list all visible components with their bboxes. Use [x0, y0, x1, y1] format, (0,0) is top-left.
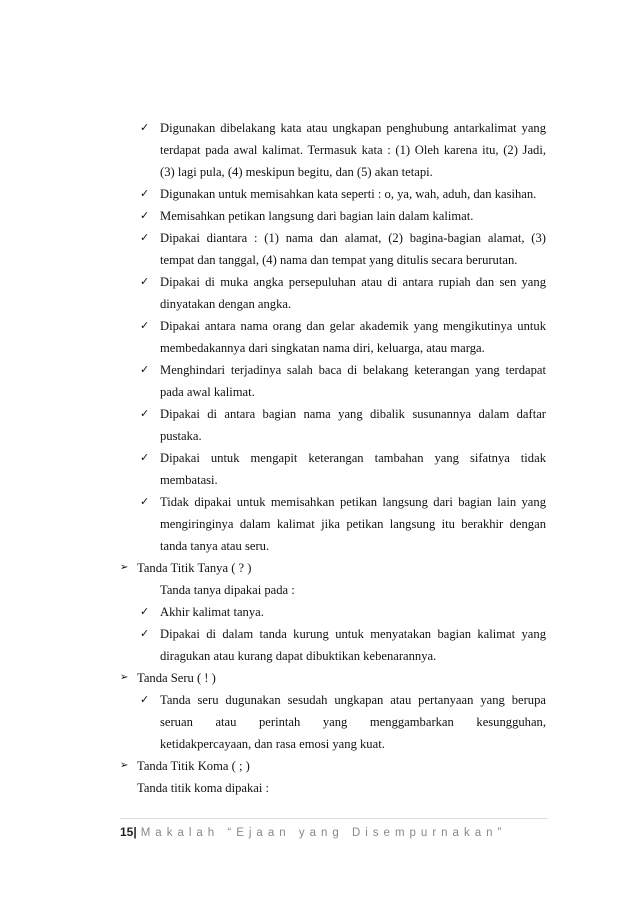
list-item-line: [0, 315, 638, 337]
check-icon: ✓: [140, 407, 150, 420]
arrow-bullet-icon: ➢: [120, 672, 129, 683]
section-heading: [0, 755, 638, 777]
intro-text: [0, 777, 638, 799]
list-item-text: Dipakai antara nama orang dan gelar akademik yang mengikutinya untuk: [160, 319, 546, 333]
list-item-line: [0, 139, 638, 161]
list-item-text: pada awal kalimat.: [160, 385, 255, 399]
list-item-text: membedakannya dari singkatan nama diri, keluarga, atau marga.: [160, 341, 485, 355]
list-item-text: Akhir kalimat tanya.: [160, 605, 264, 619]
document-body: [0, 117, 638, 799]
list-item-text: tempat dan tanggal, (4) nama dan tempat yang ditulis secara berurutan.: [160, 253, 518, 267]
list-item-text: Menghindari terjadinya salah baca di belakang keterangan yang terdapat: [160, 363, 546, 377]
list-item-text: Dipakai diantara : (1) nama dan alamat, (2) bagina-bagian alamat, (3): [160, 231, 546, 245]
footer-title: Makalah “Ejaan yang Disempurnakan”: [140, 827, 507, 839]
section-heading: [0, 557, 638, 579]
list-item-line: [0, 491, 638, 513]
list-item-text: Tidak dipakai untuk memisahkan petikan langsung dari bagian lain yang: [160, 495, 546, 509]
section-heading: [0, 667, 638, 689]
list-item-line: [0, 535, 638, 557]
list-item-line: [0, 469, 638, 491]
list-item-line: [0, 623, 638, 645]
list-item-line: [0, 359, 638, 381]
list-item-text: Tanda seru dugunakan sesudah ungkapan atau pertanyaan yang berupa: [160, 693, 546, 707]
list-item-line: [0, 689, 638, 711]
section-heading-text: Tanda Seru ( ! ): [137, 671, 216, 685]
page-number: 15: [120, 825, 134, 839]
list-item-line: [0, 227, 638, 249]
check-icon: ✓: [140, 627, 150, 640]
list-item-text: membatasi.: [160, 473, 218, 487]
arrow-bullet-icon: ➢: [120, 760, 129, 771]
list-item-line: [0, 447, 638, 469]
list-item-line: [0, 183, 638, 205]
list-item-line: [0, 513, 638, 535]
footer-separator: |: [133, 825, 137, 839]
list-item-line: [0, 161, 638, 183]
list-item-text: Dipakai di antara bagian nama yang dibalik susunannya dalam daftar: [160, 407, 546, 421]
list-item-text: dinyatakan dengan angka.: [160, 297, 292, 311]
intro-text: [0, 579, 638, 601]
list-item-line: [0, 711, 638, 733]
list-item-line: [0, 249, 638, 271]
arrow-bullet-icon: ➢: [120, 562, 129, 573]
check-icon: ✓: [140, 209, 150, 222]
list-item-text: (3) lagi pula, (4) meskipun begitu, dan (5) akan tetapi.: [160, 165, 433, 179]
check-icon: ✓: [140, 187, 150, 200]
check-icon: ✓: [140, 121, 150, 134]
section-heading-text: Tanda Titik Tanya ( ? ): [137, 561, 252, 575]
list-item-text: Digunakan dibelakang kata atau ungkapan penghubung antarkalimat yang: [160, 121, 546, 135]
list-item-text: terdapat pada awal kalimat. Termasuk kata : (1) Oleh karena itu, (2) Jadi,: [160, 143, 546, 157]
check-icon: ✓: [140, 275, 150, 288]
list-item-line: [0, 293, 638, 315]
check-icon: ✓: [140, 451, 150, 464]
list-item-text: Memisahkan petikan langsung dari bagian lain dalam kalimat.: [160, 209, 474, 223]
list-item-line: [0, 271, 638, 293]
list-item-line: [0, 645, 638, 667]
list-item-line: [0, 403, 638, 425]
list-item-text: seruan atau perintah yang menggambarkan kesungguhan,: [160, 715, 546, 729]
list-item-text: Dipakai di muka angka persepuluhan atau di antara rupiah dan sen yang: [160, 275, 546, 289]
list-item-text: pustaka.: [160, 429, 202, 443]
check-icon: ✓: [140, 363, 150, 376]
list-item-text: Dipakai untuk mengapit keterangan tambahan yang sifatnya tidak: [160, 451, 546, 465]
check-icon: ✓: [140, 495, 150, 508]
list-item-line: [0, 425, 638, 447]
list-item-line: [0, 381, 638, 403]
list-item-text: tanda tanya atau seru.: [160, 539, 270, 553]
list-item-line: [0, 733, 638, 755]
check-icon: ✓: [140, 693, 150, 706]
list-item-text: Digunakan untuk memisahkan kata seperti : o, ya, wah, aduh, dan kasihan.: [160, 187, 537, 201]
check-icon: ✓: [140, 319, 150, 332]
list-item-line: [0, 117, 638, 139]
section-heading-text: Tanda Titik Koma ( ; ): [137, 759, 250, 773]
page-footer: [120, 818, 548, 841]
intro-text-content: Tanda tanya dipakai pada :: [160, 583, 295, 597]
list-item-text: ketidakpercayaan, dan rasa emosi yang kuat.: [160, 737, 385, 751]
list-item-text: mengiringinya dalam kalimat jika petikan langsung itu berakhir dengan: [160, 517, 546, 531]
check-icon: ✓: [140, 231, 150, 244]
list-item-text: Dipakai di dalam tanda kurung untuk menyatakan bagian kalimat yang: [160, 627, 546, 641]
list-item-line: [0, 337, 638, 359]
intro-text-content: Tanda titik koma dipakai :: [137, 781, 270, 795]
list-item-line: [0, 205, 638, 227]
list-item-line: [0, 601, 638, 623]
list-item-text: diragukan atau kurang dapat dibuktikan kebenarannya.: [160, 649, 437, 663]
check-icon: ✓: [140, 605, 150, 618]
